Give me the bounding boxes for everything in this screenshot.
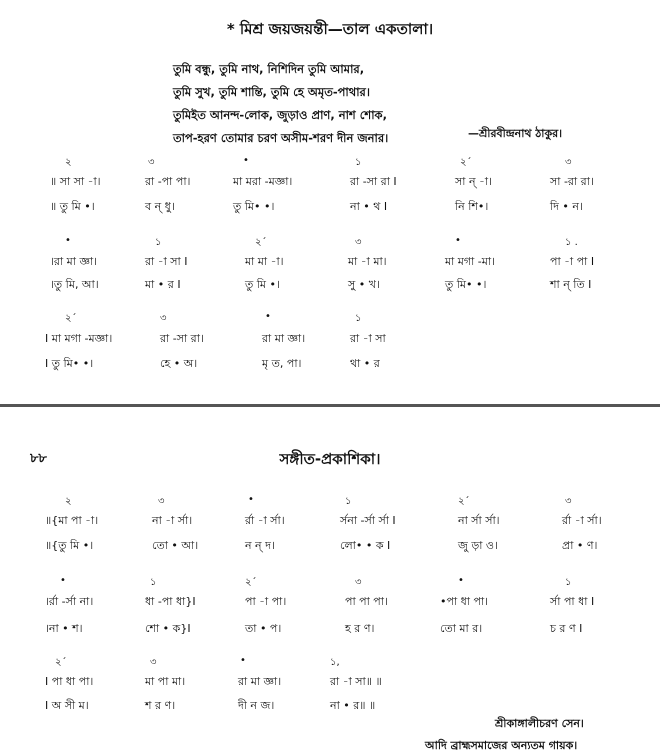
lyric-cell: মা • র I [145, 278, 181, 291]
tala-mark: ২´ [255, 237, 267, 248]
tala-mark: ১ [355, 157, 362, 168]
lyric-cell: হ র ণ। [345, 622, 375, 635]
tala-mark: ৩ [355, 577, 362, 588]
swara-row [0, 512, 660, 528]
lyric-cell: I তু মি• •। [45, 357, 94, 370]
swara-cell: মা মা -া। [245, 255, 284, 268]
swara-cell: সা -রা রা। [550, 175, 594, 188]
tala-mark: • [60, 575, 66, 586]
page-number: ৮৮ [30, 451, 47, 466]
poem-line: তুমিইত আনন্দ-লোক, জুড়াও প্রাণ, নাশ শোক, [173, 108, 387, 122]
tala-mark: ২´ [55, 657, 67, 668]
lyric-cell: হে • অ। [160, 357, 198, 370]
tala-mark: ৩ [160, 313, 167, 324]
lyric-cell: না • থ I [350, 200, 388, 213]
lyric-cell: তো • আ। [152, 539, 199, 552]
swara-cell: পা পা পা। [345, 595, 388, 608]
lyric-row [0, 537, 660, 553]
tala-mark: ২´ [245, 577, 257, 588]
lyric-cell: থা • র [350, 357, 380, 370]
tala-marks-row [0, 494, 660, 510]
poem-line: তুমি বন্ধু, তুমি নাথ, নিশিদিন তুমি আমার, [173, 62, 365, 76]
book-title: সঙ্গীত-প্রকাশিকা। [279, 450, 381, 468]
swara-cell: ॥ সা সা -া। [50, 175, 101, 188]
swara-cell: না র্সা র্সা। [458, 514, 500, 527]
tala-mark: ৩ [158, 496, 165, 507]
tala-marks-row [0, 575, 660, 591]
swara-cell: I মা মগা -মজ্ঞা। [45, 332, 113, 345]
tala-marks-row [0, 155, 660, 171]
tala-mark: ১ [150, 577, 157, 588]
swara-cell: ।র্রা -র্সা না। [45, 595, 94, 608]
swara-cell: রা -পা পা। [145, 175, 191, 188]
tala-mark: • [248, 494, 254, 505]
swara-cell: মা -া মা। [348, 255, 387, 268]
tala-mark: ১ [355, 313, 362, 324]
tala-mark: • [243, 155, 249, 166]
tala-mark: ৩ [148, 157, 155, 168]
swara-cell: রা মা জ্ঞা। [238, 675, 282, 688]
lyric-cell: শা ন্‌ তি I [550, 278, 592, 291]
swara-cell: না -া র্সা। [152, 514, 193, 527]
lyric-cell: তু মি• •। [233, 200, 275, 213]
tala-mark: • [265, 311, 271, 322]
lyric-cell: তা • প। [245, 622, 282, 635]
swara-cell: পা -া পা। [245, 595, 287, 608]
tala-mark: ১ . [565, 237, 578, 248]
swara-cell: রা -সা রা I [350, 175, 397, 188]
tala-mark: ২´ [458, 496, 470, 507]
tala-mark: ১ [565, 577, 572, 588]
lyric-cell: নি শি•। [455, 200, 489, 213]
lyric-cell: লো• • ক I [340, 539, 391, 552]
tala-mark: ১ [155, 237, 162, 248]
lyric-cell: শ র ণ। [145, 699, 176, 712]
swara-cell: ।রা মা জ্ঞা। [50, 255, 98, 268]
lyric-row [0, 276, 660, 292]
lyric-cell: ॥ তু মি •। [50, 200, 95, 213]
tala-mark: ৩ [150, 657, 157, 668]
swara-cell: পা -া পা I [550, 255, 595, 268]
tala-marks-row [0, 655, 660, 671]
swara-row [0, 253, 660, 269]
lyric-row [0, 198, 660, 214]
lyric-cell: I অ সী ম। [45, 699, 89, 712]
swara-row [0, 673, 660, 689]
lyric-cell: চ র ণ I [550, 622, 583, 635]
lyric-cell: তু মি• •। [445, 278, 487, 291]
tala-mark: ১, [330, 657, 340, 668]
swara-cell: র্সনা -র্সা র্সা I [340, 514, 396, 527]
tala-mark: ২ [65, 496, 72, 507]
swara-cell: র্রা -া র্সা। [562, 514, 602, 527]
song-title: * মিশ্র জয়জয়ন্তী—তাল একতালা। [226, 20, 434, 38]
poem-author: —শ্রীরবীন্দ্রনাথ ঠাকুর। [468, 127, 563, 140]
lyric-cell: তো মা র। [440, 622, 483, 635]
poem-line: তাপ-হরণ তোমার চরণ অসীম-শরণ দীন জনার। [173, 131, 389, 145]
swara-cell: মা পা মা। [145, 675, 186, 688]
lyric-cell: না • র॥ ॥ [330, 699, 376, 712]
poem-line: তুমি সুখ, তুমি শান্তি, তুমি হে অমৃত-পাথার। [173, 85, 370, 99]
page-divider [0, 404, 660, 407]
swara-cell: রা -া সা॥ ॥ [330, 675, 382, 688]
tala-marks-row [0, 311, 660, 327]
lyric-cell: ব ন্‌ ধু। [145, 200, 175, 213]
swara-cell: রা মা জ্ঞা। [262, 332, 306, 345]
swara-cell: ॥{মা পা -া। [45, 514, 99, 527]
lyric-cell: ।না • শ। [45, 622, 83, 635]
lyric-cell: জু ড়া ও। [458, 539, 498, 552]
swara-cell: রা -া সা I [145, 255, 188, 268]
poem-block [173, 58, 388, 150]
lyric-cell: দী ন জ। [238, 699, 275, 712]
lyric-cell: শো • ক}I [145, 622, 191, 635]
lyric-cell: ।তু মি, আ। [50, 278, 99, 291]
tala-mark: • [240, 655, 246, 666]
composer-credit: শ্রীকাঙ্গালীচরণ সেন। [495, 717, 584, 730]
lyric-cell: ন ন্‌ দ। [245, 539, 275, 552]
swara-cell: র্সা পা ধা I [550, 595, 595, 608]
lyric-cell: সু • খ। [348, 278, 380, 291]
swara-cell: •পা ধা পা। [440, 595, 489, 608]
swara-cell: মা মগা -মা। [445, 255, 495, 268]
tala-mark: ২´ [65, 313, 77, 324]
swara-cell: ধা -পা ধা}I [145, 595, 196, 608]
swara-row [0, 330, 660, 346]
tala-mark: • [458, 575, 464, 586]
swara-row [0, 173, 660, 189]
tala-mark: • [455, 235, 461, 246]
bottom-page [0, 410, 660, 753]
lyric-cell: প্রা • ণ। [562, 539, 598, 552]
tala-mark: ৩ [565, 157, 572, 168]
swara-cell: রা -া সা [350, 332, 386, 345]
tala-mark: ২ [65, 157, 72, 168]
lyric-cell: মৃ ত, পা। [262, 357, 302, 370]
tala-mark: ১ [345, 496, 352, 507]
swara-cell: I পা ধা পা। [45, 675, 94, 688]
tala-marks-row [0, 235, 660, 251]
swara-row [0, 593, 660, 609]
composer-note: আদি ব্রাহ্মসমাজের অন্যতম গায়ক। [425, 739, 578, 752]
lyric-row [0, 697, 660, 713]
tala-mark: ২´ [460, 157, 472, 168]
swara-cell: সা ন্‌ -া। [455, 175, 493, 188]
tala-mark: ৩ [355, 237, 362, 248]
lyric-row [0, 620, 660, 636]
lyric-row [0, 355, 660, 371]
lyric-cell: ॥{তু মি •। [45, 539, 94, 552]
swara-cell: র্রা -া র্সা। [245, 514, 285, 527]
lyric-cell: দি • ন। [550, 200, 583, 213]
lyric-cell: তু মি •। [245, 278, 280, 291]
swara-cell: মা মরা -মজ্ঞা। [233, 175, 293, 188]
tala-mark: • [65, 235, 71, 246]
tala-mark: ৩ [565, 496, 572, 507]
swara-cell: রা -সা রা। [160, 332, 204, 345]
